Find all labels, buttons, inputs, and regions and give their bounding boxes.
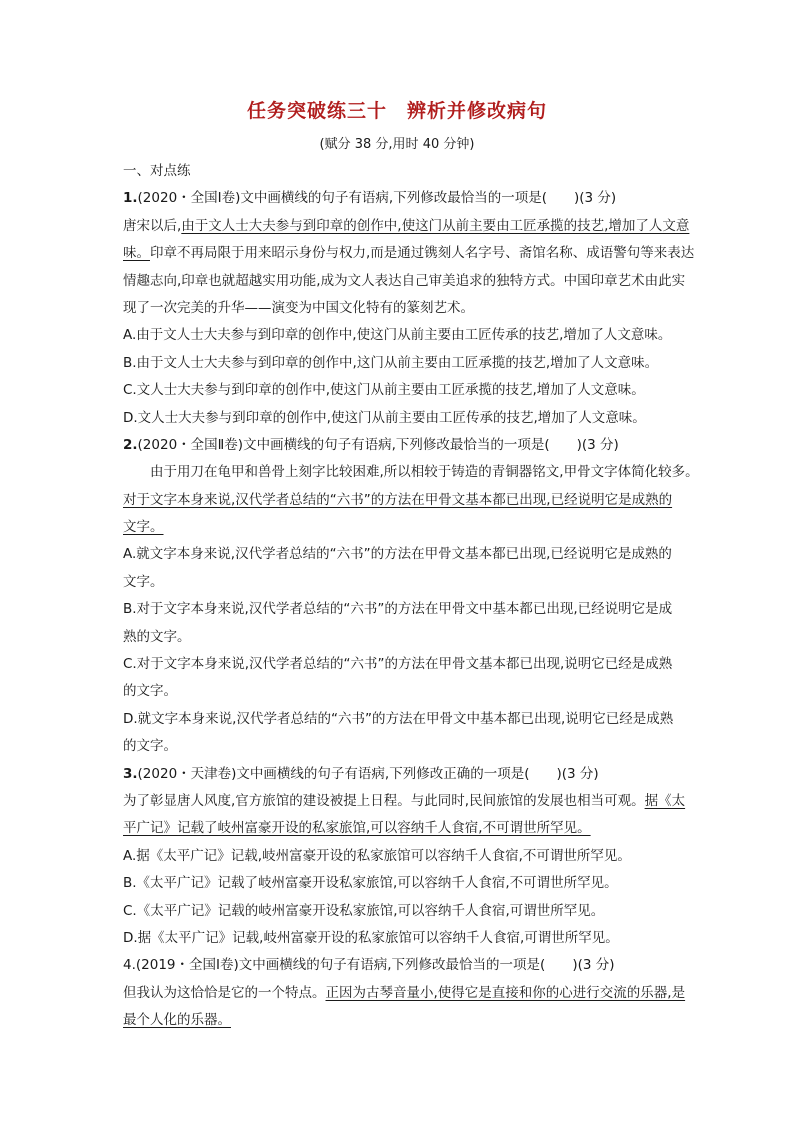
question-2-passage-line [123, 487, 703, 514]
page-title: 任务突破练三十 辨析并修改病句 [246, 100, 547, 122]
question-1-passage-line: 唐宋以后,由于文人士大夫参与到印章的创作中,使这门从前主要由工匠承揽的技艺,增加了人文意 [123, 217, 690, 234]
question-4-passage-line [123, 1007, 703, 1034]
question-1-passage-line: 味。印章不再局限于用来昭示身份与权力,而是通过镌刻人名字号、斋馆名称、成语警句等来表达 [123, 245, 695, 262]
question-1-passage-line: 现了一次完美的升华——演变为中国文化特有的篆刻艺术。 [123, 299, 474, 316]
question-3-option-c: C.《太平广记》记载的岐州富豪开设私家旅馆,可以容纳千人食宿,可谓世所罕见。 [123, 902, 605, 919]
question-number: 3. [123, 765, 138, 782]
underlined-sentence: 正因为古琴音量小,使得它是直接和你的心进行交流的乐器,是 [325, 984, 686, 1001]
underlined-sentence: 由于文人士大夫参与到印章的创作中,使这门从前主要由工匠承揽的技艺,增加了人文意 [181, 217, 690, 234]
underlined-sentence: 文字。 [123, 519, 164, 536]
question-4-stem: 4.(2019・全国Ⅰ卷)文中画横线的句子有语病,下列修改最恰当的一项是( )(3 分) [123, 957, 615, 974]
question-2-option-d: D.就文字本身来说,汉代学者总结的“六书”的方法在甲骨文中基本都已出现,说明它已经是成熟 [123, 710, 674, 727]
underlined-sentence: 据《太 [644, 792, 686, 809]
question-number: 2. [123, 436, 138, 453]
exercise-content [123, 158, 703, 1035]
question-2-option-b: B.对于文字本身来说,汉代学者总结的“六书”的方法在甲骨文中基本都已出现,已经说明它是成 [123, 601, 673, 618]
question-1-passage-line: 情趣志向,印章也就超越实用功能,成为文人表达自己审美追求的独特方式。中国印章艺术由此实 [123, 272, 686, 289]
question-number: 1. [123, 190, 138, 207]
question-2-option-d-cont: 的文字。 [123, 738, 177, 755]
score-time-note: (赋分 38 分,用时 40 分钟) [319, 137, 475, 152]
question-2-option-c-cont: 的文字。 [123, 683, 177, 700]
question-3-passage-line: 为了彰显唐人风度,官方旅馆的建设被提上日程。与此同时,民间旅馆的发展也相当可观。据《太 [123, 792, 686, 809]
question-2-option-a-cont: 文字。 [123, 573, 164, 590]
question-1-option-c: C.文人士大夫参与到印章的创作中,使这门从前主要由工匠承揽的技艺,增加了人文意味。 [123, 382, 645, 399]
section-heading: 一、对点练 [123, 163, 191, 179]
underlined-sentence: 平广记》记载了岐州富豪开设的私家旅馆,可以容纳千人食宿,不可谓世所罕见。 [123, 820, 591, 837]
question-3-stem: 3.(2020・天津卷)文中画横线的句子有语病,下列修改正确的一项是( )(3 分) [123, 765, 599, 782]
question-2-stem: 2.(2020・全国Ⅱ卷)文中画横线的句子有语病,下列修改最恰当的一项是( )(3 分) [123, 436, 619, 453]
question-1-option-b: B.由于文人士大夫参与到印章的创作中,这门从前主要由工匠承揽的技艺,增加了人文意味。 [123, 354, 659, 371]
question-2-option-a: A.就文字本身来说,汉代学者总结的“六书”的方法在甲骨文基本都已出现,已经说明它是成熟的 [123, 546, 672, 563]
question-2-option-b-cont: 熟的文字。 [123, 628, 191, 645]
underlined-sentence: 对于文字本身来说,汉代学者总结的“六书”的方法在甲骨文基本都已出现,已经说明它是成熟的 [123, 491, 673, 508]
question-1-option-d: D.文人士大夫参与到印章的创作中,使这门从前主要由工匠传承的技艺,增加了人文意味。 [123, 409, 646, 426]
question-3-option-d: D.据《太平广记》记载,岐州富豪开设的私家旅馆可以容纳千人食宿,可谓世所罕见。 [123, 929, 619, 946]
question-3-passage-line [123, 815, 703, 842]
question-3-option-b: B.《太平广记》记载了岐州富豪开设私家旅馆,可以容纳千人食宿,不可谓世所罕见。 [123, 875, 618, 892]
question-2-passage-line [123, 514, 703, 541]
question-2-passage-line: 由于用刀在龟甲和兽骨上刻字比较困难,所以相较于铸造的青铜器铭文,甲骨文字体简化较多。 [150, 464, 699, 481]
question-2-option-c: C.对于文字本身来说,汉代学者总结的“六书”的方法在甲骨文基本都已出现,说明它已经是成熟 [123, 656, 673, 673]
question-1-stem: 1.(2020・全国Ⅰ卷)文中画横线的句子有语病,下列修改最恰当的一项是( )(3 分) [123, 190, 617, 207]
question-1-option-a: A.由于文人士大夫参与到印章的创作中,使这门从前主要由工匠传承的技艺,增加了人文意味。 [123, 327, 672, 344]
question-4-passage-line: 但我认为这恰恰是它的一个特点。正因为古琴音量小,使得它是直接和你的心进行交流的乐器,是 [123, 984, 686, 1001]
question-3-option-a: A.据《太平广记》记载,岐州富豪开设的私家旅馆可以容纳千人食宿,不可谓世所罕见。 [123, 847, 631, 864]
question-number: 4. [123, 957, 136, 974]
underlined-sentence: 味。 [123, 245, 150, 262]
underlined-sentence: 最个人化的乐器。 [123, 1012, 231, 1029]
